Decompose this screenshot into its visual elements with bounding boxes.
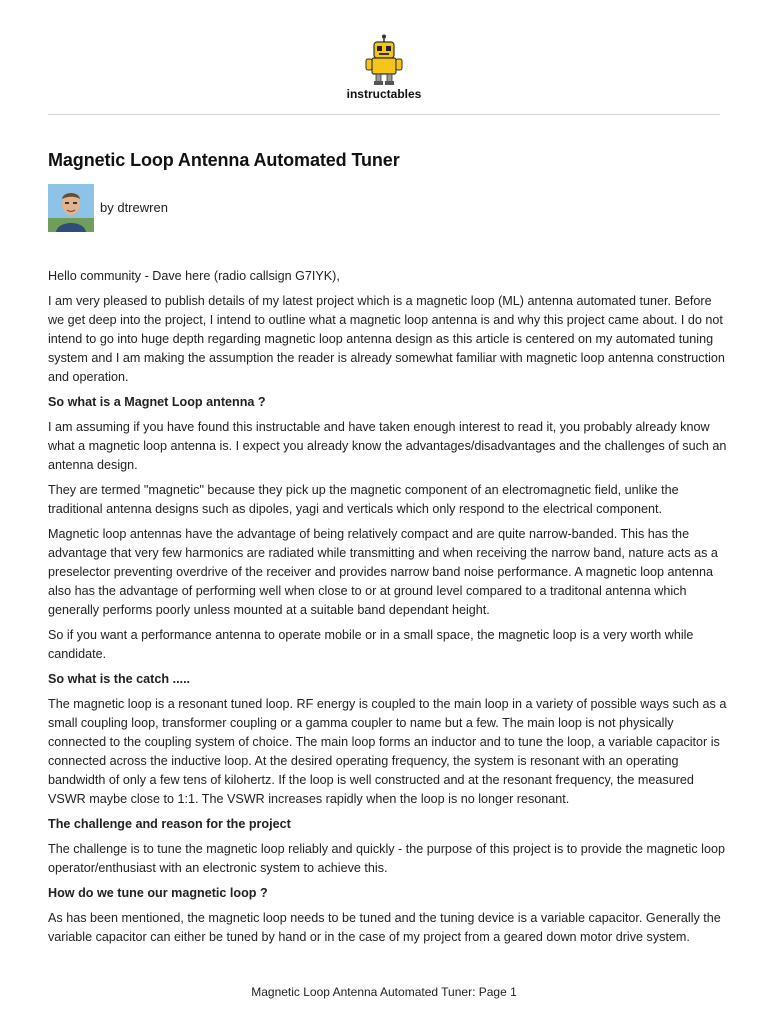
header-divider [48, 114, 720, 115]
author-photo [48, 184, 94, 232]
site-header [0, 0, 768, 116]
section-heading: How do we tune our magnetic loop ? [48, 886, 268, 900]
section-heading: So what is the catch ..... [48, 672, 191, 686]
brand-name[interactable]: instructables [346, 87, 422, 101]
author-avatar[interactable] [48, 184, 94, 232]
paragraph: So if you want a performance antenna to operate mobile or in a small space, the magnetic loop is a very worth while candidate. [48, 628, 694, 661]
paragraph: The magnetic loop is a resonant tuned loop. RF energy is coupled to the main loop in a variety of possible ways such as a small coupling loop, transformer coupling or a gamma coupler to name but a few. The main loop is not physically connected to the coupling system of choice. The main loop forms an inductor and to tune the loop, a variable capacitor is connected across the inductive loop. At the desired operating frequency, the system is resonant with an operating bandwidth of only a few tens of kilohertz. If the loop is well constructed and at the resonant frequency, the measured VSWR maybe close to 1:1. The VSWR increases rapidly when the loop is no longer resonant. [48, 697, 727, 806]
paragraph: I am assuming if you have found this instructable and have taken enough interest to read it, you probably already know what a magnetic loop antenna is. I expect you already know the advantages/disadvantages and the challenges of such an antenna design. [48, 420, 727, 472]
article-body [48, 267, 728, 953]
section-heading: The challenge and reason for the project [48, 817, 291, 831]
article-title: Magnetic Loop Antenna Automated Tuner [48, 150, 400, 170]
instructables-robot-icon[interactable] [364, 34, 404, 86]
page-footer: Magnetic Loop Antenna Automated Tuner: Page 1 [251, 985, 517, 999]
paragraph: The challenge is to tune the magnetic loop reliably and quickly - the purpose of this project is to provide the magnetic loop operator/enthusiast with an electronic system to achieve this. [48, 842, 725, 875]
section-heading: So what is a Magnet Loop antenna ? [48, 395, 266, 409]
paragraph: Hello community - Dave here (radio callsign G7IYK), [48, 269, 340, 283]
author-byline[interactable]: by dtrewren [100, 200, 168, 215]
paragraph: Magnetic loop antennas have the advantage of being relatively compact and are quite narrow-banded. This has the advantage that very few harmonics are radiated while transmitting and when receiving the narrow band, nature acts as a preselector preventing overdrive of the receiver and provides narrow band noise performance. A magnetic loop antenna also has the advantage of performing well when close to or at ground level compared to a traditonal antenna which generally performs poorly unless mounted at a suitable band dependant height. [48, 527, 718, 617]
paragraph: As has been mentioned, the magnetic loop needs to be tuned and the tuning device is a variable capacitor. Generally the variable capacitor can either be tuned by hand or in the case of my project from a geared down motor drive system. [48, 911, 721, 944]
paragraph: I am very pleased to publish details of my latest project which is a magnetic loop (ML) antenna automated tuner. Before we get deep into the project, I intend to outline what a magnetic loop antenna is and why this project came about. I do not intend to go into huge depth regarding magnetic loop antenna design as this article is centered on my automated tuning system and I am making the assumption the reader is already somewhat familiar with magnetic loop antenna construction and operation. [48, 294, 725, 384]
paragraph: They are termed "magnetic" because they pick up the magnetic component of an electromagnetic field, unlike the traditional antenna designs such as dipoles, yagi and verticals which only respond to the electrical component. [48, 483, 679, 516]
